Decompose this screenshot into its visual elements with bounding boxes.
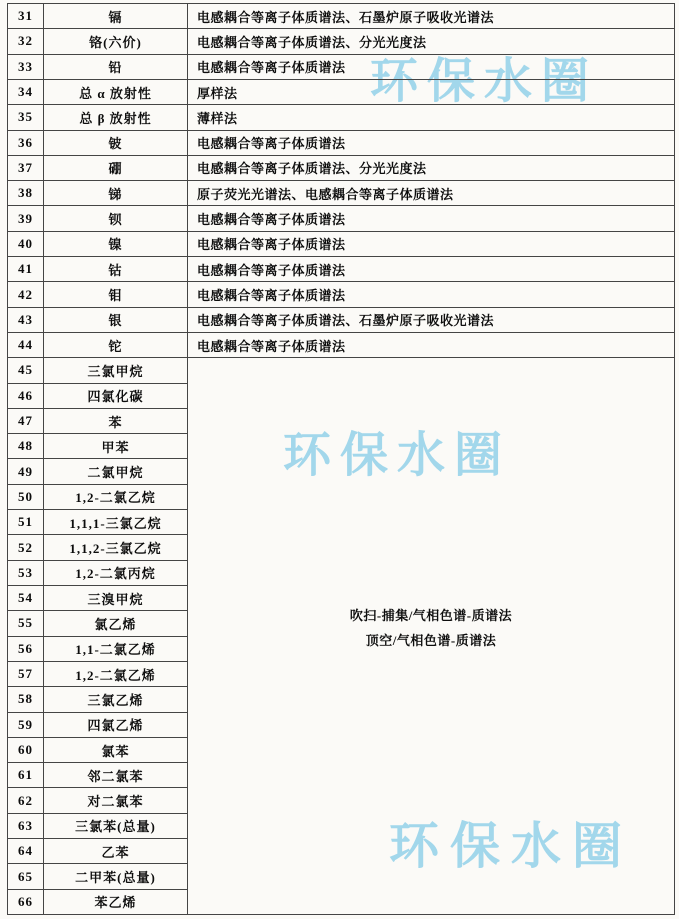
watermark-middle: 环保水圈 (283, 429, 512, 482)
method-cell: 原子荧光光谱法、电感耦合等离子体质谱法 (188, 181, 675, 206)
row-number-cell: 37 (8, 156, 44, 181)
substance-name-cell: 三氯乙烯 (44, 687, 188, 712)
row-number-cell: 44 (8, 333, 44, 358)
substance-name-cell: 乙苯 (44, 839, 188, 864)
substance-name-cell: 二氯甲烷 (44, 459, 188, 484)
row-number-cell: 65 (8, 864, 44, 889)
row-number-cell: 38 (8, 181, 44, 206)
method-cell: 电感耦合等离子体质谱法 (188, 333, 675, 358)
substance-name-cell: 苯乙烯 (44, 890, 188, 915)
substance-name-cell: 1,2-二氯乙烷 (44, 485, 188, 510)
substance-name-cell: 对二氯苯 (44, 788, 188, 813)
method-cell: 电感耦合等离子体质谱法 (188, 257, 675, 282)
substance-name-cell: 邻二氯苯 (44, 763, 188, 788)
watermark-top: 环保水圈 (370, 55, 599, 108)
substance-name-cell: 铊 (44, 333, 188, 358)
substance-name-cell: 铅 (44, 55, 188, 80)
row-number-cell: 46 (8, 384, 44, 409)
method-cell: 电感耦合等离子体质谱法、分光光度法 (188, 29, 675, 54)
substance-name-cell: 铬(六价) (44, 29, 188, 54)
row-number-cell: 54 (8, 586, 44, 611)
row-number-cell: 36 (8, 131, 44, 156)
method-cell: 电感耦合等离子体质谱法 (188, 206, 675, 231)
row-number-cell: 49 (8, 459, 44, 484)
row-number-cell: 32 (8, 29, 44, 54)
row-number-cell: 40 (8, 232, 44, 257)
substance-name-cell: 三氯甲烷 (44, 358, 188, 383)
substance-name-cell: 三氯苯(总量) (44, 814, 188, 839)
row-number-cell: 35 (8, 105, 44, 130)
row-number-cell: 57 (8, 662, 44, 687)
parameters-methods-table (7, 3, 675, 915)
substance-name-cell: 硼 (44, 156, 188, 181)
merged-method-line: 吹扫-捕集/气相色谱-质谱法 (349, 608, 513, 624)
method-cell: 电感耦合等离子体质谱法、石墨炉原子吸收光谱法 (188, 4, 675, 29)
substance-name-cell: 氯乙烯 (44, 611, 188, 636)
substance-name-cell: 四氯乙烯 (44, 713, 188, 738)
row-number-cell: 52 (8, 535, 44, 560)
method-cell: 电感耦合等离子体质谱法 (188, 282, 675, 307)
row-number-cell: 60 (8, 738, 44, 763)
substance-name-cell: 镍 (44, 232, 188, 257)
row-number-cell: 55 (8, 611, 44, 636)
row-number-cell: 59 (8, 713, 44, 738)
substance-name-cell: 镉 (44, 4, 188, 29)
row-number-cell: 47 (8, 409, 44, 434)
row-number-cell: 63 (8, 814, 44, 839)
row-number-cell: 48 (8, 434, 44, 459)
row-number-cell: 53 (8, 561, 44, 586)
row-number-cell: 58 (8, 687, 44, 712)
row-number-cell: 45 (8, 358, 44, 383)
method-cell: 电感耦合等离子体质谱法 (188, 131, 675, 156)
row-number-cell: 33 (8, 55, 44, 80)
method-cell: 电感耦合等离子体质谱法、石墨炉原子吸收光谱法 (188, 308, 675, 333)
row-number-cell: 51 (8, 510, 44, 535)
substance-name-cell: 1,1,2-三氯乙烷 (44, 535, 188, 560)
substance-name-cell: 氯苯 (44, 738, 188, 763)
watermark-bottom: 环保水圈 (389, 818, 633, 874)
substance-name-cell: 总 α 放射性 (44, 80, 188, 105)
substance-name-cell: 1,1,1-三氯乙烷 (44, 510, 188, 535)
row-number-cell: 31 (8, 4, 44, 29)
method-cell: 电感耦合等离子体质谱法 (188, 55, 675, 80)
substance-name-cell: 1,2-二氯丙烷 (44, 561, 188, 586)
method-cell: 厚样法 (188, 80, 675, 105)
substance-name-cell: 四氯化碳 (44, 384, 188, 409)
substance-name-cell: 钴 (44, 257, 188, 282)
method-cell: 电感耦合等离子体质谱法 (188, 232, 675, 257)
substance-name-cell: 甲苯 (44, 434, 188, 459)
substance-name-cell: 锑 (44, 181, 188, 206)
row-number-cell: 56 (8, 637, 44, 662)
row-number-cell: 50 (8, 485, 44, 510)
row-number-cell: 62 (8, 788, 44, 813)
substance-name-cell: 铍 (44, 131, 188, 156)
merged-method-line: 顶空/气相色谱-质谱法 (365, 633, 497, 649)
substance-name-cell: 苯 (44, 409, 188, 434)
row-number-cell: 39 (8, 206, 44, 231)
substance-name-cell: 1,2-二氯乙烯 (44, 662, 188, 687)
merged-method-cell (188, 358, 675, 915)
substance-name-cell: 二甲苯(总量) (44, 864, 188, 889)
substance-name-cell: 银 (44, 308, 188, 333)
row-number-cell: 64 (8, 839, 44, 864)
row-number-cell: 42 (8, 282, 44, 307)
row-number-cell: 34 (8, 80, 44, 105)
row-number-cell: 43 (8, 308, 44, 333)
method-cell: 电感耦合等离子体质谱法、分光光度法 (188, 156, 675, 181)
substance-name-cell: 钡 (44, 206, 188, 231)
substance-name-cell: 总 β 放射性 (44, 105, 188, 130)
row-number-cell: 41 (8, 257, 44, 282)
substance-name-cell: 钼 (44, 282, 188, 307)
substance-name-cell: 1,1-二氯乙烯 (44, 637, 188, 662)
row-number-cell: 61 (8, 763, 44, 788)
row-number-cell: 66 (8, 890, 44, 915)
substance-name-cell: 三溴甲烷 (44, 586, 188, 611)
method-cell: 薄样法 (188, 105, 675, 130)
